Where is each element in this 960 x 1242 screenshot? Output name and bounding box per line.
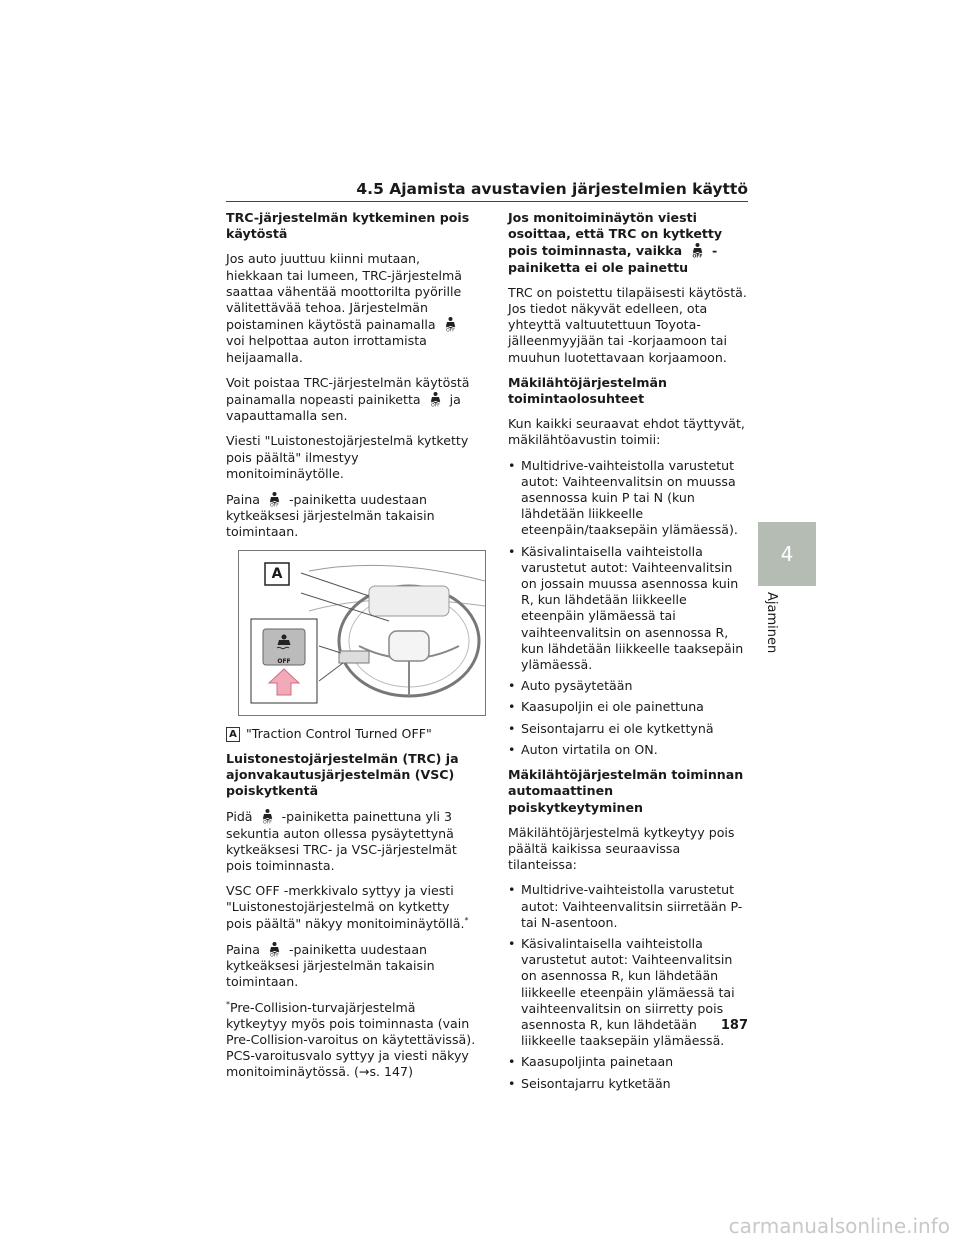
list-item: • Multidrive-vaihteistolla varustetut autot: Vaihteenvalitsin on muussa asennossa kuin P tai N (kun lähdetään liikkeelle eteenpäin/taaksepäin ylämäessä). — [508, 458, 752, 539]
conditions-list — [508, 458, 752, 758]
text: -painiketta uudestaan kytkeäksesi järjestelmän takaisin toimintaan. — [226, 492, 435, 540]
paragraph-conditions-intro: Kun kaikki seuraavat ehdot täyttyvät, mäkilähtöavustin toimii: — [508, 416, 745, 448]
cancel-list — [508, 882, 752, 1091]
text: Paina — [226, 941, 260, 957]
svg-text:OFF: OFF — [270, 953, 279, 957]
figure-label-a: A — [271, 565, 283, 582]
trc-off-icon — [442, 316, 459, 332]
chapter-number: 4 — [780, 542, 794, 566]
paragraph-trc-stuck — [226, 251, 476, 365]
svg-text:OFF: OFF — [692, 254, 703, 259]
text: Voit poistaa TRC-järjestelmän käytöstä painamalla nopeasti painiketta — [226, 374, 470, 408]
svg-text:OFF: OFF — [270, 503, 279, 508]
paragraph-press-again — [226, 491, 476, 541]
trc-off-icon — [266, 491, 283, 507]
list-item: • Seisontajarru ei ole kytkettynä — [508, 721, 752, 737]
text: Paina — [226, 492, 260, 508]
text: Jos monitoiminäytön viesti osoittaa, että TRC on kytketty pois toiminnasta, vaikka — [508, 210, 723, 259]
button-off-text: OFF — [277, 657, 291, 665]
chapter-label — [758, 592, 788, 662]
watermark: carmanualsonline.info — [728, 1214, 950, 1238]
list-item: • Seisontajarru kytketään — [508, 1076, 752, 1092]
dashboard-illustration — [238, 550, 486, 716]
caption-text: "Traction Control Turned OFF" — [246, 725, 432, 741]
heading-hill-start-cancel: Mäkilähtöjärjestelmän toiminnan automaattinen poiskytkeytyminen — [508, 767, 744, 815]
list-item: • Kaasupoljinta painetaan — [508, 1054, 752, 1070]
svg-text:OFF: OFF — [262, 820, 272, 825]
paragraph-cancel-intro: Mäkilähtöjärjestelmä kytkeytyy pois päältä kaikissa seuraavissa tilanteissa: — [508, 824, 735, 873]
list-item: • Auton virtatila on ON. — [508, 742, 752, 758]
text: VSC OFF -merkkivalo syttyy ja viesti "Luistonestojärjestelmä on kytketty pois päältä" näkyy monitoiminäytöllä. — [226, 883, 465, 931]
trc-off-icon — [689, 242, 706, 258]
text: Jos auto juuttuu kiinni mutaan, hiekkaan tai lumeen, TRC-järjestelmä saattaa vähentää moottorilta pyörille välitettävää tehoa. Järjestelmän poistaminen käytöstä painamalla — [226, 251, 462, 333]
right-column — [508, 210, 752, 1101]
paragraph-hold — [226, 808, 476, 874]
text: Pidä — [226, 809, 253, 825]
paragraph-message: Viesti "Luistonestojärjestelmä kytketty pois päältä" ilmestyy monitoiminäytölle. — [226, 433, 469, 481]
paragraph-trc-temporary: TRC on poistettu tilapäisesti käytöstä. Jos tiedot näkyvät edelleen, ota yhteyttä valtuutettuun Toyota-jälleenmyyjään tai -korjaamoon tai muuhun luotettavaan korjaamoon. — [508, 284, 747, 365]
chapter-tab[interactable] — [758, 522, 816, 586]
svg-text:OFF: OFF — [445, 328, 455, 333]
heading-hill-start-conditions: Mäkilähtöjärjestelmän toimintaolosuhteet — [508, 374, 668, 407]
text: -painiketta painettuna yli 3 sekuntia auton ollessa pysäytettynä kytkeäksesi TRC- ja VSC-järjestelmät pois toiminnasta. — [226, 809, 457, 874]
left-column — [226, 210, 476, 1090]
text: -painiketta ei ole painettu — [508, 243, 718, 275]
text: voi helpottaa auton irrottamista heijaamalla. — [226, 333, 427, 365]
figure-caption — [226, 726, 476, 742]
footnote-marker: * — [464, 915, 469, 925]
footnote-marker: * — [226, 999, 230, 1009]
paragraph-vsc-off — [226, 883, 476, 932]
text: ja vapauttamalla sen. — [226, 392, 461, 424]
trc-off-icon — [427, 391, 444, 407]
list-item: • Käsivalintaisella vaihteistolla varustetut autot: Vaihteenvalitsin on jossain muussa asennossa kuin R, kun lähdetään liikkeelle eteenpäin ylämäessä tai vaihteenvalitsin on asennossa R, kun lähdetään liikkeelle taaksepäin ylämäessä. — [508, 544, 752, 674]
list-item: • Multidrive-vaihteistolla varustetut autot: Vaihteenvalitsin siirretään P- tai N-asentoon. — [508, 882, 752, 931]
page-number: 187 — [720, 1018, 748, 1033]
caption-label-a: A — [226, 727, 240, 742]
list-item: • Käsivalintaisella vaihteistolla varustetut autot: Vaihteenvalitsin on asennossa R, kun lähdetään liikkeelle eteenpäin ylämäessä tai vaihteenvalitsin on siirretty pois asennosta R, kun lähdetään liikkeelle taaksepäin ylämäessä. — [508, 936, 752, 1049]
footnote-text: Pre-Collision-turvajärjestelmä kytkeytyy myös pois toiminnasta (vain Pre-Collision-varoitus on käytettävissä). PCS-varoitusvalo syttyy ja viesti näkyy monitoiminäytössä. (→s. 147) — [226, 999, 476, 1080]
list-item: • Auto pysäytetään — [508, 678, 752, 694]
heading-trc-disable: TRC-järjestelmän kytkeminen pois käytöstä — [226, 210, 470, 242]
paragraph-quick-press — [226, 375, 476, 425]
footnote — [226, 1000, 476, 1081]
trc-off-icon — [266, 941, 283, 957]
heading-trc-message — [508, 210, 752, 276]
text: -painiketta uudestaan kytkeäksesi järjestelmän takaisin toimintaan. — [226, 941, 435, 990]
svg-text:OFF: OFF — [430, 403, 440, 408]
chapter-label-text: Ajaminen — [764, 592, 779, 654]
paragraph-press-again-2 — [226, 941, 476, 991]
heading-trc-vsc: Luistonestojärjestelmän (TRC) ja ajonvakautusjärjestelmän (VSC) poiskytkentä — [226, 750, 459, 799]
section-title: 4.5 Ajamista avustavien järjestelmien käyttö — [356, 180, 748, 198]
header-divider — [226, 201, 748, 202]
list-item: • Kaasupoljin ei ole painettuna — [508, 699, 752, 715]
trc-off-icon — [259, 808, 276, 824]
